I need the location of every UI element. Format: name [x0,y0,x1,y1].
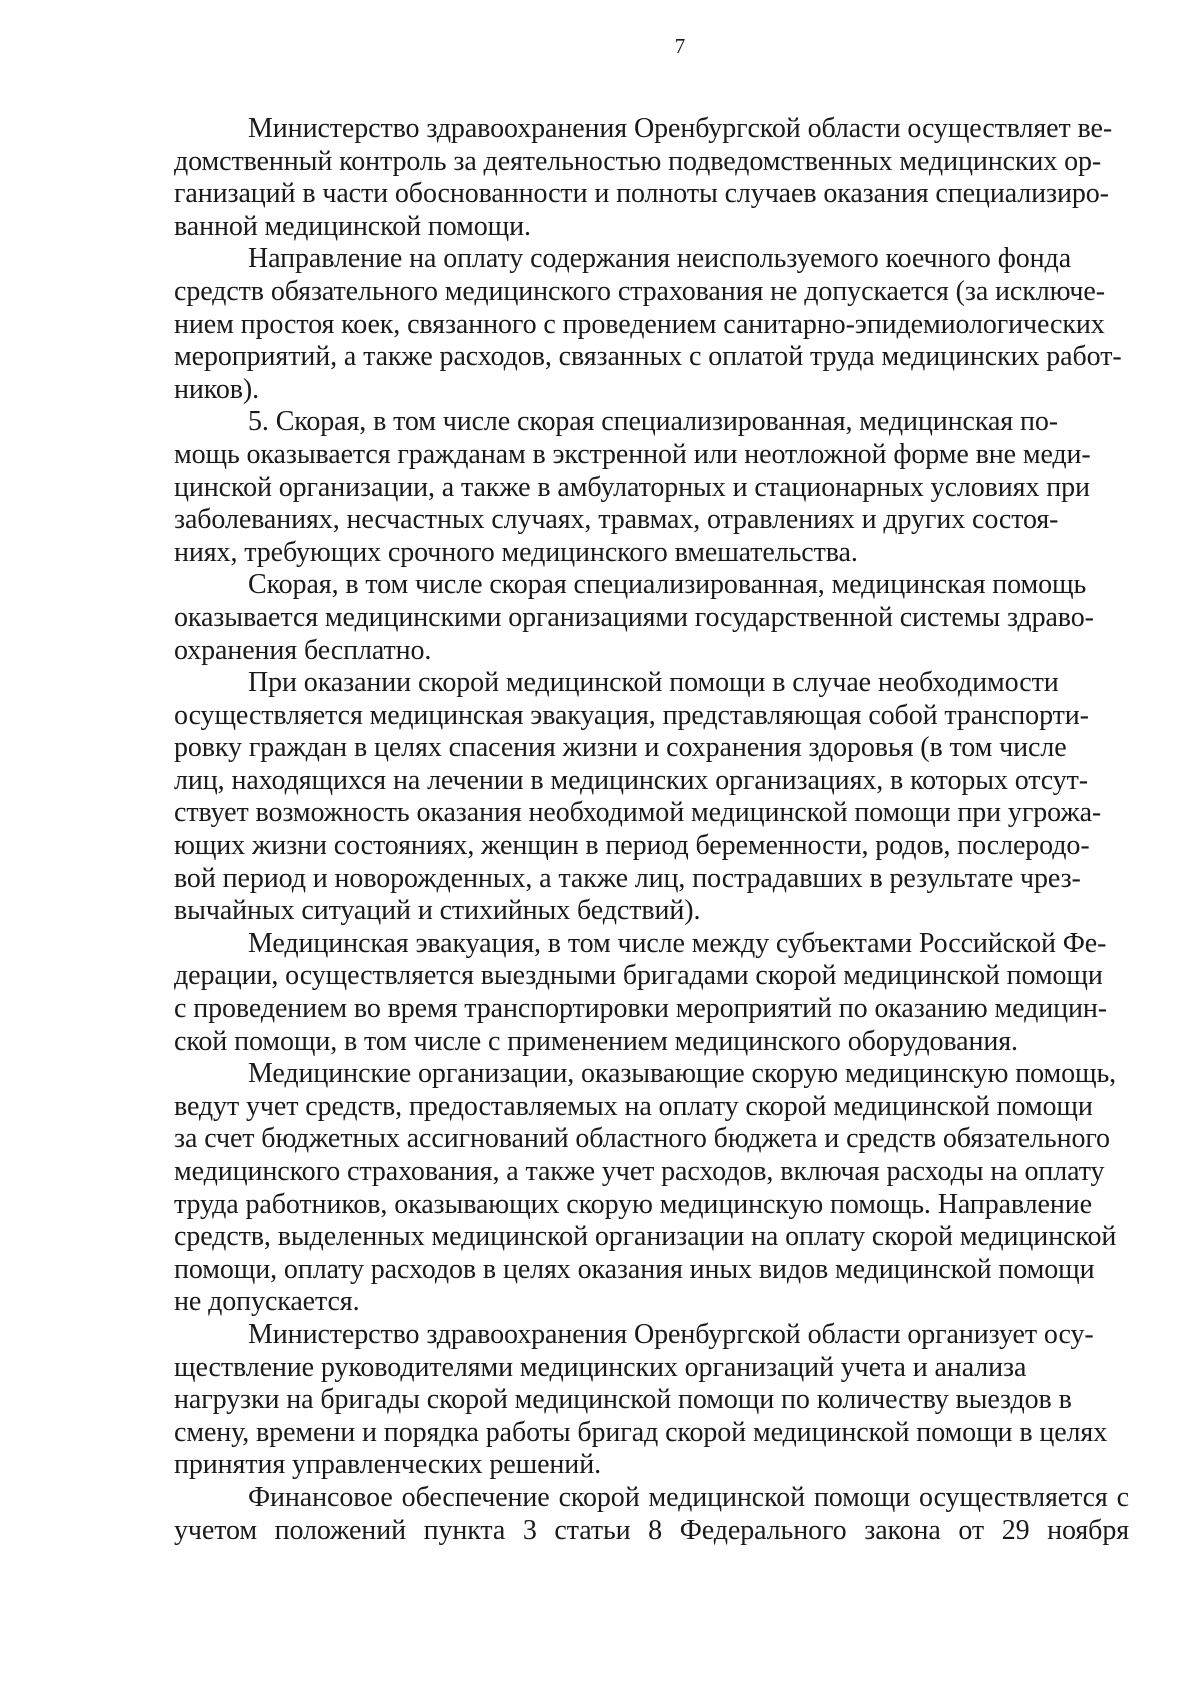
document-body [174,113,1129,1547]
paragraph-brigade-load: Министерство здравоохранения Оренбургской области организует осу- ществление руководителями медицинских организаций учета и анализа нагрузки на бригады скорой медицинской помощи по количеству выездов в смену, времени и порядка работы бригад скорой медицинской помощи в целях принятия управленческих решений. [174,1318,1108,1481]
page-number: 7 [674,34,686,58]
paragraph-free-emergency-care: Скорая, в том числе скорая специализированная, медицинская помощь оказывается медицинскими организациями государственной системы здраво- охранения бесплатно. [174,569,1094,666]
paragraph-accounting: Медицинские организации, оказывающие скорую медицинскую помощь, ведут учет средств, предоставляемых на оплату скорой медицинской помощи за счет бюджетных ассигнований областного бюджета и средств обязательного медицинского страхования, а также учет расходов, включая расходы на оплату труда работников, оказывающих скорую медицинскую помощь. Направление средств, выделенных медицинской организации на оплату скорой медицинской помощи, оплату расходов в целях оказания иных видов медицинской помощи не допускается. [174,1058,1117,1318]
paragraph-financing: Финансовое обеспечение скорой медицинской помощи осуществляется с учетом положений пункта 3 статьи 8 Федерального закона от 29 ноября [174,1481,1129,1546]
paragraph-departmental-control: Министерство здравоохранения Оренбургской области осуществляет ве- домственный контроль за деятельностью подведомственных медицинских ор- ганизаций в части обоснованности и полноты случаев оказания специализиро- ванной медицинской помощи. [174,113,1113,242]
paragraph-evacuation-brigades: Медицинская эвакуация, в том числе между субъектами Российской Фе- дерации, осуществляется выездными бригадами скорой медицинской помощи с проведением во время транспортировки мероприятий по оказанию медицин- ской помощи, в том числе с применением медицинского оборудования. [174,927,1108,1057]
paragraph-medical-evacuation: При оказании скорой медицинской помощи в случае необходимости осуществляется медицинская эвакуация, представляющая собой транспорти- ровку граждан в целях спасения жизни и сохранения здоровья (в том числе лиц, находящихся на лечении в медицинских организациях, в которых отсут- ствует возможность оказания необходимой медицинской помощи при угрожа- ющих жизни состояниях, женщин в период беременности, родов, послеродо- вой период и новорожденных, а также лиц, пострадавших в результате чрез- вычайных ситуаций и стихийных бедствий). [174,667,1102,927]
paragraph-emergency-care: 5. Скорая, в том числе скорая специализированная, медицинская по- мощь оказывается гражданам в экстренной или неотложной форме вне меди- цинской организации, а также в амбулаторных и стационарных условиях при заболеваниях, несчастных случаях, травмах, отравлениях и других состоя- ниях, требующих срочного медицинского вмешательства. [174,406,1091,568]
paragraph-bed-fund: Направление на оплату содержания неиспользуемого коечного фонда средств обязательного медицинского страхования не допускается (за исключе- нием простоя коек, связанного с проведением санитарно-эпидемиологических мероприятий, а также расходов, связанных с оплатой труда медицинских работ- ников). [174,243,1122,405]
